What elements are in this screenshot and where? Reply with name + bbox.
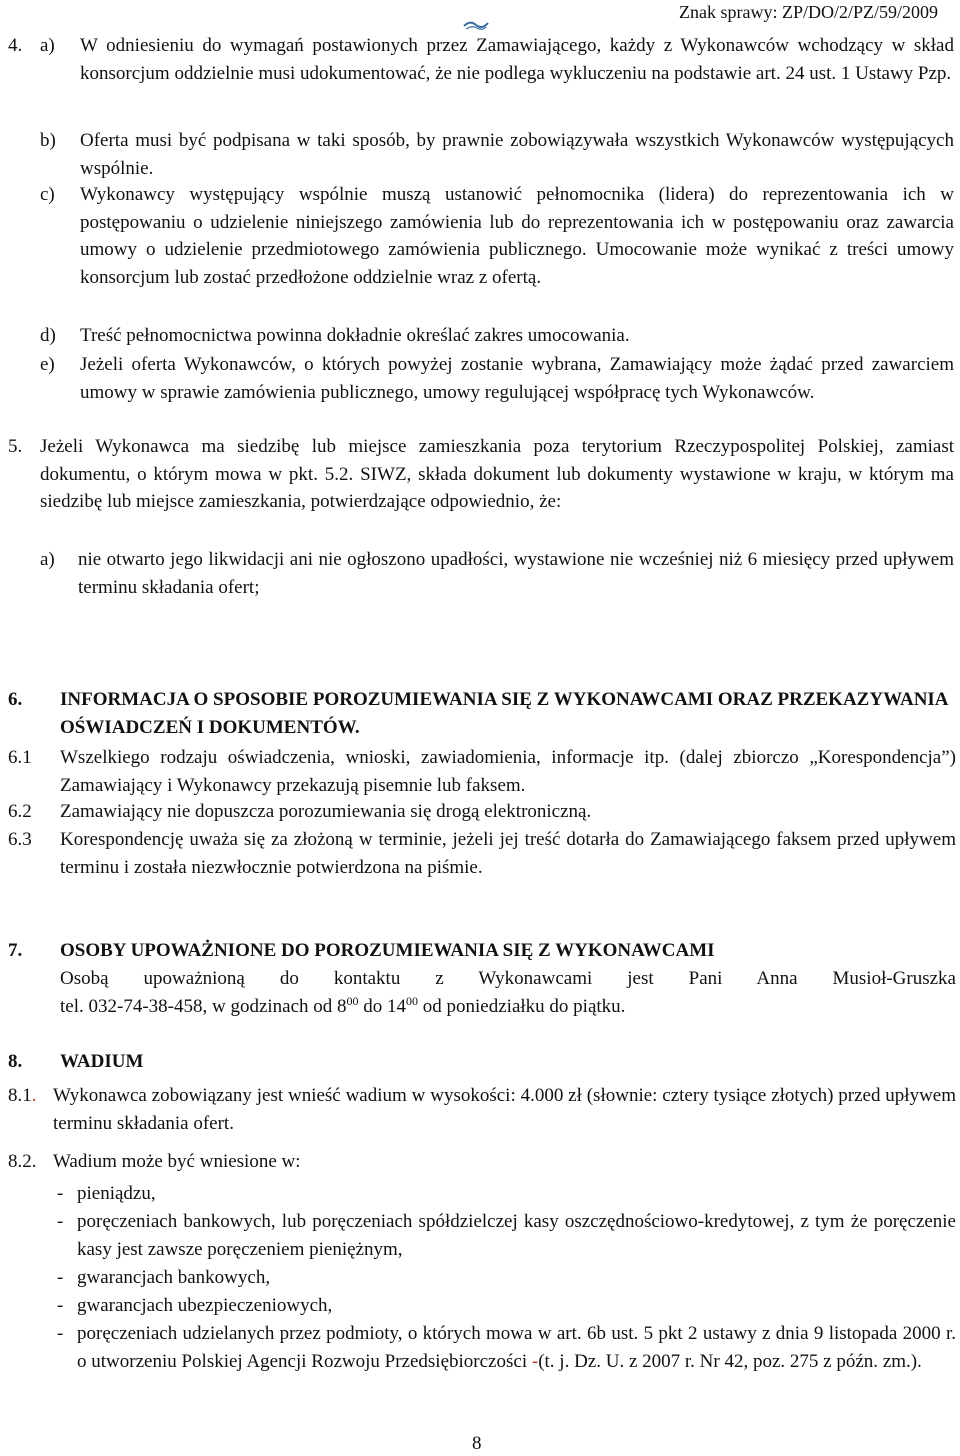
- hour-end-minutes: 00: [406, 994, 419, 1008]
- section-6-2-number: 6.2: [8, 801, 32, 822]
- item-4a-text: W odniesieniu do wymagań postawionych przez Zamawiającego, każdy z Wykonawców wchodzący w skład konsorcjum oddzielnie musi udokumentować, że nie podlega wykluczeniu na podstawie art. 24 ust. 1 Ustawy Pzp.: [80, 35, 954, 84]
- case-reference: [679, 0, 938, 24]
- section-7-hours-mid: do 14: [358, 996, 407, 1017]
- section-7-title: OSOBY UPOWAŻNIONE DO POROZUMIEWANIA SIĘ Z WYKONAWCAMI: [60, 940, 715, 961]
- item-4b-label: b): [40, 130, 56, 151]
- case-label: Znak sprawy:: [679, 2, 778, 22]
- section-8-1-number: [8, 1082, 37, 1110]
- wadium-entity-dash: -: [531, 1350, 539, 1372]
- wadium-form-cash: pieniądzu,: [77, 1183, 156, 1204]
- item-4b-text: Oferta musi być podpisana w taki sposób, by prawnie zobowiązywała wszystkich Wykonawców występujących wspólnie.: [80, 130, 954, 179]
- item-5-number: 5.: [8, 436, 23, 457]
- item-4e-label: e): [40, 354, 55, 375]
- section-6-1-text: Wszelkiego rodzaju oświadczenia, wnioski, zawiadomienia, informacje itp. (dalej zbiorczo „Korespondencja”) Zamawiający i Wykonawcy przekazują pisemnie lub faksem.: [60, 747, 956, 796]
- item-4d-text: Treść pełnomocnictwa powinna dokładnie określać zakres umocowania.: [80, 325, 630, 346]
- wadium-form-sureties: poręczeniach bankowych, lub poręczeniach spółdzielczej kasy oszczędnościowo-kredytowej, z tym że poręczenie kasy jest zawsze poręczeniem pieniężnym,: [77, 1211, 956, 1260]
- bullet-dash: -: [57, 1295, 64, 1316]
- section-7-days-text: od poniedziałku do piątku.: [418, 996, 626, 1017]
- bullet-dash: -: [57, 1211, 64, 1232]
- section-6-title: INFORMACJA O SPOSOBIE POROZUMIEWANIA SIĘ Z WYKONAWCAMI ORAZ PRZEKAZYWANIA OŚWIADCZEŃ I DOKUMENTÓW.: [60, 689, 948, 738]
- item-5a-label: a): [40, 549, 55, 570]
- item-4c-label: c): [40, 184, 55, 205]
- section-6-1-number: 6.1: [8, 747, 32, 768]
- bullet-dash: -: [57, 1267, 64, 1288]
- wadium-entity-text-part1: poręczeniach udzielanych przez podmioty, o których mowa w art. 6b ust. 5 pkt 2 ustawy z dnia 9 listopada 2000 r. o utworzeniu Polskiej Agencji Rozwoju Przedsiębiorczości: [77, 1323, 956, 1372]
- item-5a-text: nie otwarto jego likwidacji ani nie ogłoszono upadłości, wystawione nie wcześniej niż 6 miesięcy przed upływem terminu składania ofert;: [78, 549, 954, 598]
- wadium-form-entity-sureties: [77, 1320, 956, 1375]
- bullet-dash: -: [57, 1323, 64, 1344]
- wadium-form-bank-guarantees: gwarancjach bankowych,: [77, 1267, 271, 1288]
- section-7-hours-line: [60, 993, 956, 1021]
- wadium-form-insurance-guarantees: gwarancjach ubezpieczeniowych,: [77, 1295, 333, 1316]
- section-8-1-number-dot: .: [31, 1085, 37, 1106]
- item-4d-label: d): [40, 325, 56, 346]
- case-number: ZP/DO/2/PZ/59/2009: [781, 2, 938, 22]
- section-8-title: WADIUM: [60, 1051, 144, 1072]
- section-7-phone-text: tel. 032-74-38-458, w godzinach od 8: [60, 996, 347, 1017]
- item-4-number: 4.: [8, 35, 23, 56]
- item-4a-label: a): [40, 35, 55, 56]
- section-7-contact-line: Osobą upoważnioną do kontaktu z Wykonawcami jest Pani Anna Musioł-Gruszka: [60, 968, 956, 989]
- section-8-2-number: 8.2.: [8, 1151, 37, 1172]
- section-6-number: 6.: [8, 689, 23, 710]
- section-8-1-text: Wykonawca zobowiązany jest wnieść wadium w wysokości: 4.000 zł (słownie: cztery tysiące złotych) przed upływem terminu składania ofert.: [53, 1085, 956, 1134]
- section-7-number: 7.: [8, 940, 23, 961]
- section-6-3-text: Korespondencję uważa się za złożoną w terminie, jeżeli jej treść dotarła do Zamawiającego faksem przed upływem terminu i została niezwłocznie potwierdzona na piśmie.: [60, 829, 956, 878]
- page-number: 8: [472, 1433, 482, 1454]
- wave-logo-icon: [462, 18, 490, 32]
- section-8-2-text: Wadium może być wniesione w:: [53, 1151, 301, 1172]
- section-8-1-number-main: 8.1: [8, 1085, 32, 1106]
- item-4e-text: Jeżeli oferta Wykonawców, o których powyżej zostanie wybrana, Zamawiający może żądać przed zawarciem umowy w sprawie zamówienia publicznego, umowy regulującej współpracę tych Wykonawców.: [80, 354, 954, 403]
- item-4c-text: Wykonawcy występujący wspólnie muszą ustanowić pełnomocnika (lidera) do reprezentowania ich w postępowaniu o udzielenie niniejszego zamówienia lub do reprezentowania ich w postępowaniu oraz zawarcia umowy o udzielenie przedmiotowego zamówienia publicznego. Umocowanie może wynikać z treści umowy konsorcjum lub zostać przedłożone oddzielnie wraz z ofertą.: [80, 184, 954, 288]
- section-8-number: 8.: [8, 1051, 23, 1072]
- item-5-text: Jeżeli Wykonawca ma siedzibę lub miejsce zamieszkania poza terytorium Rzeczypospolitej Polskiej, zamiast dokumentu, o którym mowa w pkt. 5.2. SIWZ, składa dokument lub dokumenty wystawione w kraju, w którym ma siedzibę lub miejsce zamieszkania, potwierdzające odpowiednio, że:: [40, 436, 954, 512]
- section-6-2-text: Zamawiający nie dopuszcza porozumiewania się drogą elektroniczną.: [60, 801, 592, 822]
- bullet-dash: -: [57, 1183, 64, 1204]
- wadium-entity-text-part2: (t. j. Dz. U. z 2007 r. Nr 42, poz. 275 z późn. zm.).: [538, 1350, 922, 1372]
- section-6-3-number: 6.3: [8, 829, 32, 850]
- hour-start-minutes: 00: [346, 994, 359, 1008]
